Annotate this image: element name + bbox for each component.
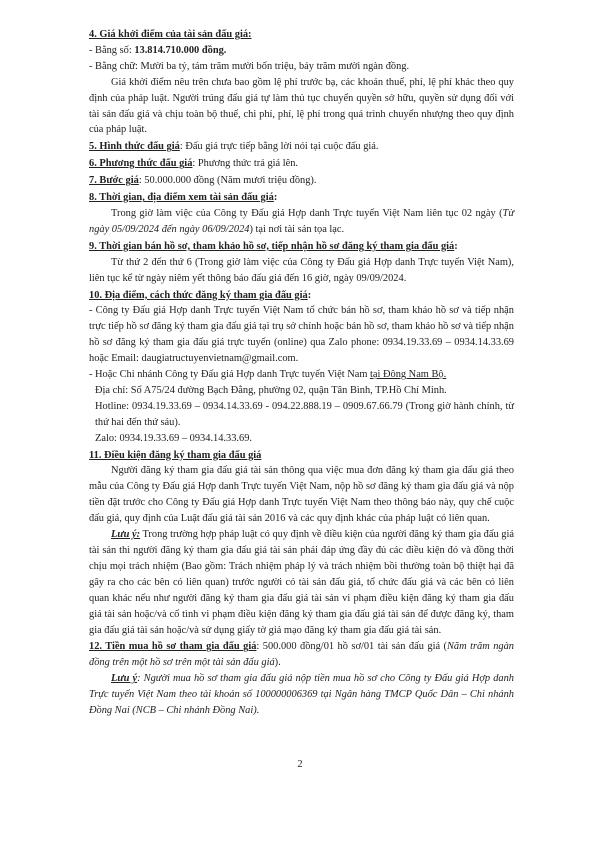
section-9-text: Từ thứ 2 đến thứ 6 (Trong giờ làm việc của Công ty Đấu giá Hợp danh Trực tuyến Việt Nam), liên tục kể từ ngày niêm yết thông báo đấu giá đến 16 giờ, ngày 09/09/2024. bbox=[89, 256, 514, 284]
section-5: 5. Hình thức đấu giá: Đấu giá trực tiếp bằng lời nói tại cuộc đấu giá. bbox=[89, 141, 379, 153]
section-8-text: Trong giờ làm việc của Công ty Đấu giá Hợp danh Trực tuyến Việt Nam liên tục 02 ngày (Từ ngày 05/09/2024 đến ngày 06/09/2024) tại nơi tài sản tọa lạc. bbox=[89, 207, 514, 235]
section-12: 12. Tiền mua hồ sơ tham gia đấu giá: 500.000 đồng/01 hồ sơ/01 tài sản đấu giá (Năm trăm ngàn đồng trên một hồ sơ trên một tài sản đấu giá). bbox=[89, 641, 514, 669]
registration-branch: - Hoặc Chi nhánh Công ty Đấu giá Hợp danh Trực tuyến Việt Nam tại Đông Nam Bộ. bbox=[89, 369, 447, 381]
branch-zalo: Zalo: 0934.19.33.69 – 0934.14.33.69. bbox=[95, 432, 253, 444]
branch-hotline: Hotline: 0934.19.33.69 – 0934.14.33.69 - 094.22.888.19 – 0909.67.66.79 (Trong giờ hành chính, từ thứ hai đến thứ sáu). bbox=[95, 400, 514, 428]
registration-main-office: - Công ty Đấu giá Hợp danh Trực tuyến Việt Nam tổ chức bán hồ sơ, tham khảo hồ sơ và tiếp nhận trực tiếp hồ sơ đăng ký tham gia đấu giá tại trụ sở chính hoặc bán hồ sơ, tham khảo hồ sơ và tiếp nhận hồ sơ đăng ký tham gia đấu giá trực tuyến (online) qua Zalo phone: 0934.19.33.69 – 0934.14.33.69 hoặc Email: daugiatructuyenvietnam@gmail.com. bbox=[89, 305, 514, 365]
section-7: 7. Bước giá: 50.000.000 đồng (Năm mươi triệu đồng). bbox=[89, 175, 317, 187]
email-link[interactable]: daugiatructuyenvietnam@gmail.com bbox=[141, 353, 296, 365]
section-12-note: Lưu ý: Người mua hồ sơ tham gia đấu giá nộp tiền mua hồ sơ cho Công ty Đấu giá Hợp danh Trực tuyến Việt Nam theo tài khoản số 100000006369 tại Ngân hàng TMCP Quốc Dân – Chi nhánh Đồng Nai (NCB – Chi nhánh Đồng Nai). bbox=[89, 673, 514, 717]
section-11-text: Người đăng ký tham gia đấu giá tài sản thông qua việc mua đơn đăng ký tham gia đấu giá theo mẫu của Công ty Đấu giá Hợp danh Trực tuyến Việt Nam, nộp hồ sơ đăng ký tham gia đấu giá và nộp tiền đặt trước cho Công ty Đấu giá Hợp danh Trực tuyến Việt Nam theo thông báo này, quy chế cuộc đấu giá, quy định của Luật đấu giá tài sản 2016 và các quy định khác của pháp luật có liên quan. bbox=[89, 465, 514, 525]
section-8-heading: 8. Thời gian, địa điểm xem tài sản đấu giá: bbox=[89, 192, 278, 204]
section-4-heading: 4. Giá khởi điểm của tài sản đấu giá: bbox=[89, 29, 252, 40]
page-number: 2 bbox=[297, 759, 303, 770]
section-11-note: Lưu ý: Trong trường hợp pháp luật có quy định về điều kiện của người đăng ký tham gia đấu giá tài sản thì người đăng ký tham gia đấu giá tài sản phải đáp ứng đầy đủ các điều kiện đó và đồng thời chịu mọi trách nhiệm (Bao gồm: Trách nhiệm pháp lý và trách nhiệm bồi thường toàn bộ thiệt hại đã gây ra cho các bên có liên quan) trước người có tài sản đấu giá, tổ chức đấu giá và các bên có liên quan khác nếu như người đăng ký tham gia đấu giá tài sản vi phạm điều kiện đăng ký tham gia đấu giá tài sản hoặc/và cố tình vi phạm điều kiện đăng ký tham gia đấu giá tài sản để được đăng ký, tham gia đấu giá tài sản hoặc/và sử dụng giấy tờ giả mạo đăng ký tham gia đấu giá tài sản. bbox=[89, 529, 514, 636]
section-11-heading: 11. Điều kiện đăng ký tham gia đấu giá bbox=[89, 449, 262, 461]
branch-address: Địa chỉ: Số A75/24 đường Bạch Đằng, phường 02, quận Tân Bình, TP.Hồ Chí Minh. bbox=[95, 384, 447, 396]
section-6: 6. Phương thức đấu giá: Phương thức trả giá lên. bbox=[89, 158, 299, 170]
section-9-heading: 9. Thời gian bán hồ sơ, tham khảo hồ sơ, tiếp nhận hồ sơ đăng ký tham gia đấu giá: bbox=[89, 240, 458, 252]
starting-price-words: - Bằng chữ: Mười ba tỷ, tám trăm mười bốn triệu, bảy trăm mười ngàn đồng. bbox=[89, 60, 410, 72]
starting-price-number: - Bằng số: 13.814.710.000 đồng. bbox=[89, 44, 227, 56]
section-10-heading: 10. Địa điểm, cách thức đăng ký tham gia đấu giá: bbox=[89, 289, 312, 301]
starting-price-note: Giá khởi điểm nêu trên chưa bao gồm lệ phí trước bạ, các khoản thuế, phí, lệ phí khác theo quy định của pháp luật. Người trúng đấu giá tự làm thủ tục chuyển quyền sở hữu, quyền sử dụng đối với tài sản đấu giá và chịu toàn bộ thuế, chi phí, phí, lệ phí trong quá trình chuyển nhượng theo quy định của pháp luật. bbox=[89, 76, 514, 136]
